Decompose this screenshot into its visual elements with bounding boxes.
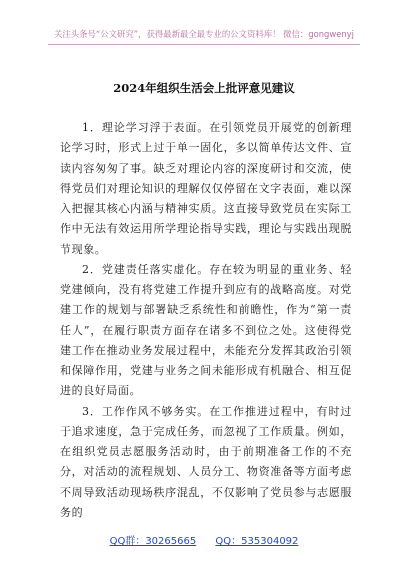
paragraph-3: 3．工作作风不够务实。在工作推进过程中，有时过于追求速度，急于完成任务，而忽视了工作质量。例如，在组织党员志愿服务活动时，由于前期准备工作的不充分，对活动的流程规划、人员分工、物资准备等方面考虑不周导致活动现场秩序混乱，不仅影响了党员参与志愿服务的 xyxy=(60,404,352,519)
document-body xyxy=(60,118,352,523)
paragraph-2: 2．党建责任落实虚化。存在较为明显的重业务、轻党建倾向，没有将党建工作提升到应有的战略高度。对党建工作的规划与部署缺乏系统性和前瞻性，作为“第一责任人”，在履行职责方面存在诸多不到位之处。这使得党建工作在推动业务发展过程中，未能充分发挥其政治引领和保障作用，党建与业务之间未能形成有机融合、相互促进的良好局面。 xyxy=(60,262,352,398)
header-divider xyxy=(48,44,360,45)
qq-contact-link[interactable]: QQ：535304092 xyxy=(215,536,299,547)
document-title: 2024年组织生活会上批评意见建议 xyxy=(113,81,295,95)
paragraph-1: 1．理论学习浮于表面。在引领党员开展党的创新理论学习时，形式上过于单一固化，多以简单传达文件、宣读内容匆匆了事。缺乏对理论内容的深度研讨和交流，使得党员们对理论知识的理解仅仅停留在文字表面，难以深入把握其核心内涵与精神实质。这直接导致党员在实际工作中无法有效运用所学理论指导实践，理论与实践出现脱节现象。 xyxy=(60,121,352,256)
footer-contact xyxy=(0,532,408,547)
qq-group-link[interactable]: QQ群：30265665 xyxy=(109,536,197,547)
header-banner: 关注头条号“公文研究”，获得最新最全最专业的公文资料库！ 微信：gongwenyj xyxy=(54,29,354,39)
